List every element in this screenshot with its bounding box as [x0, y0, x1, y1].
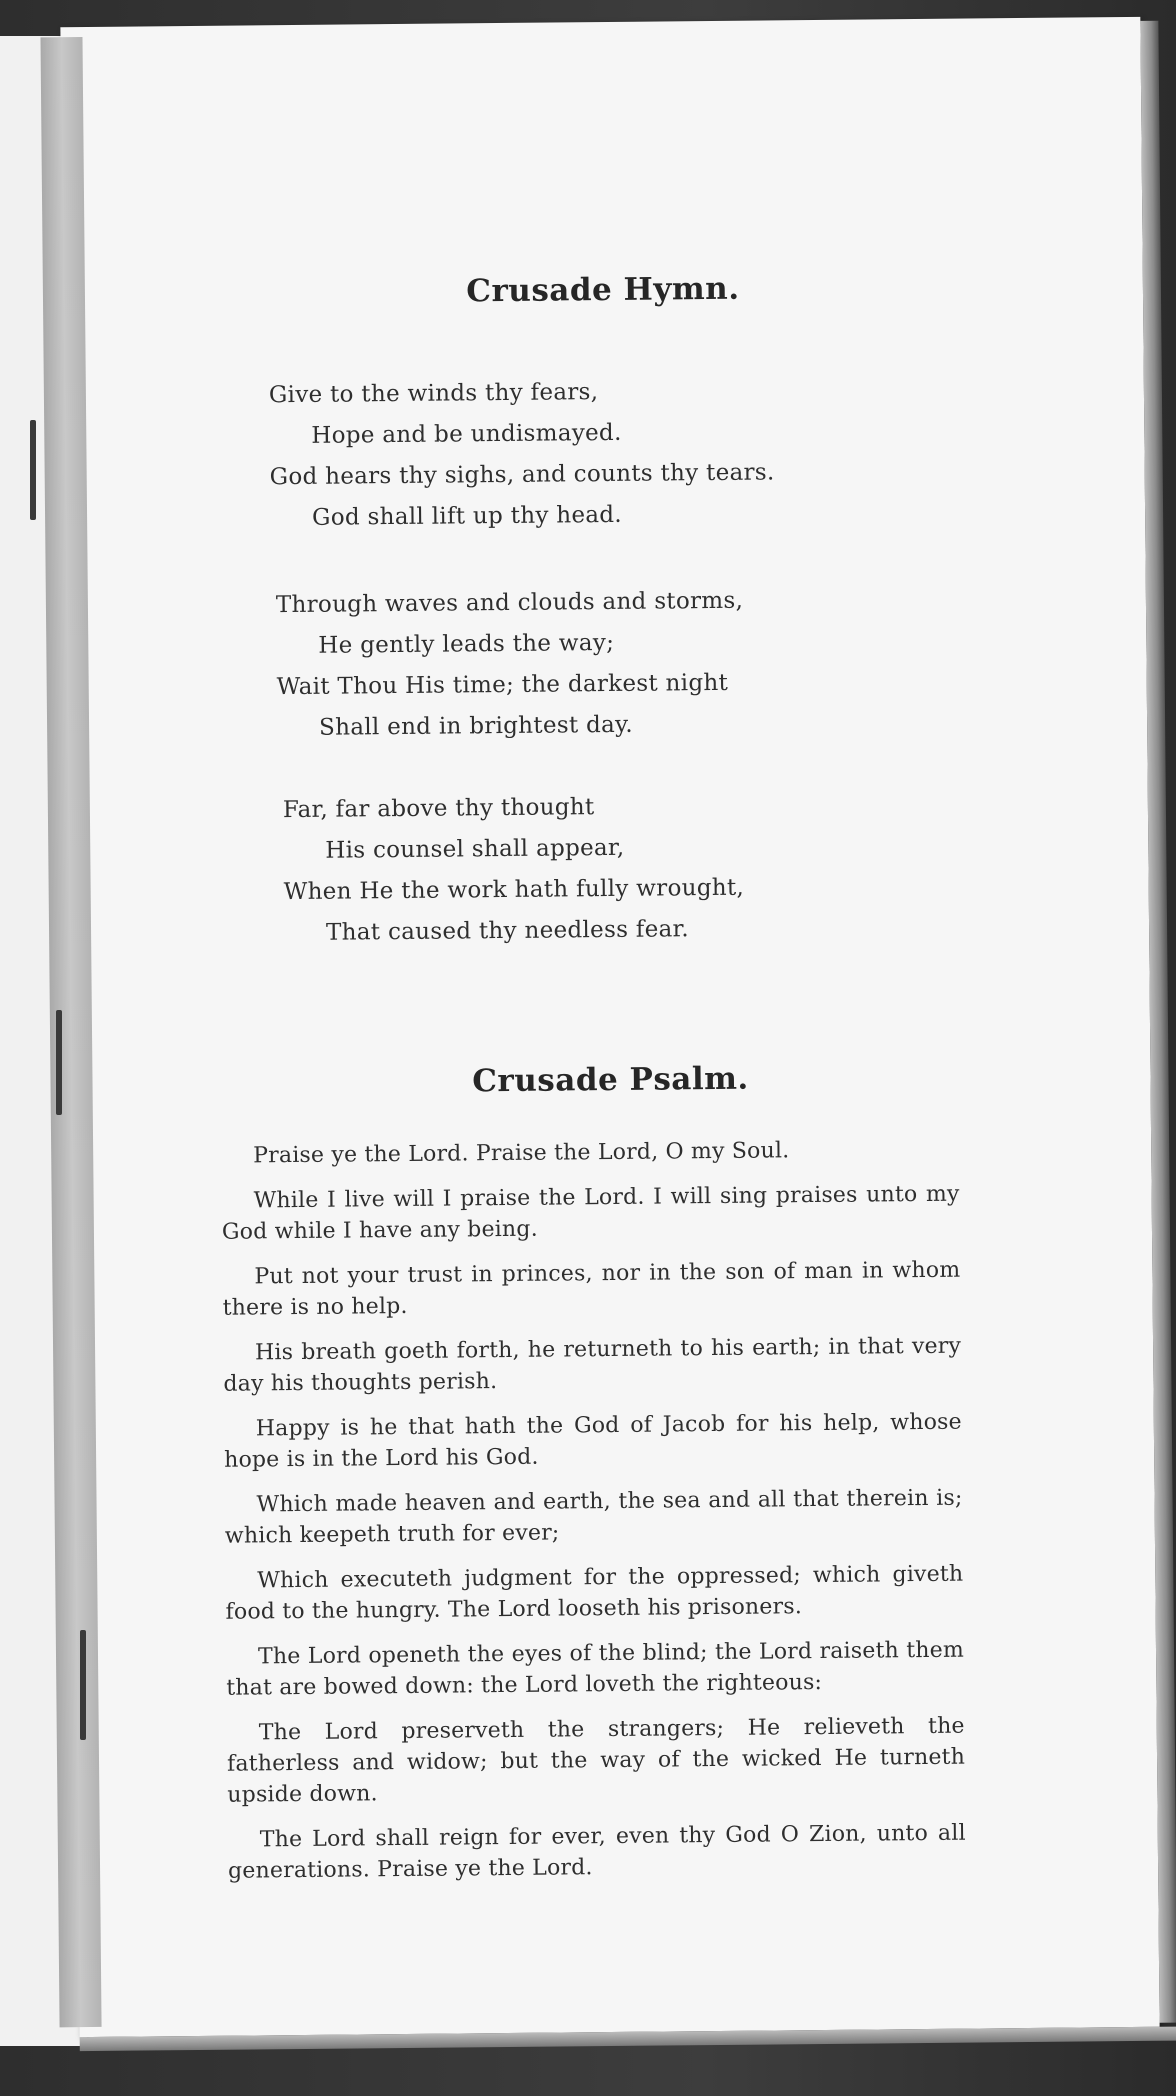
psalm-verse: While I live will I praise the Lord. I will sing praises unto my God while I have any being. — [221, 1181, 960, 1245]
page-content — [60, 17, 1159, 2037]
psalm-verse: Which executeth judgment for the oppressed; which giveth food to the hungry. The Lord looseth his prisoners. — [225, 1561, 964, 1625]
hymn-line: When He the work hath fully wrought, — [283, 874, 745, 906]
hymn-title: Crusade Hymn. — [466, 270, 740, 310]
hymn-line: God hears thy sighs, and counts thy tears. — [269, 459, 775, 491]
hymn-line: Far, far above thy thought — [282, 794, 595, 824]
psalm-verse: The Lord preserveth the strangers; He relieveth the fatherless and widow; but the way of the wicked He turneth upside down. — [226, 1713, 966, 1808]
psalm-body — [221, 1134, 966, 1901]
psalm-verse: Happy is he that hath the God of Jacob for his help, whose hope is in the Lord his God. — [224, 1409, 962, 1473]
psalm-verse: Which made heaven and earth, the sea and all that therein is; which keepeth truth for ever; — [224, 1485, 963, 1549]
hymn-line: His counsel shall appear, — [325, 834, 625, 864]
psalm-title: Crusade Psalm. — [472, 1060, 749, 1100]
hymn-line: Wait Thou His time; the darkest night — [276, 669, 729, 701]
hymn-line: Through waves and clouds and storms, — [275, 587, 744, 619]
hymn-stanza-3 — [68, 782, 1150, 956]
binding-staple — [56, 1010, 62, 1115]
psalm-verse: Put not your trust in princes, nor in the son of man in whom there is no help. — [222, 1257, 961, 1321]
hymn-stanza-2 — [66, 577, 1148, 751]
hymn-line: That caused thy needless fear. — [325, 916, 690, 946]
binding-staple — [80, 1630, 86, 1740]
hymn-line: Hope and be undismayed. — [311, 419, 622, 449]
hymn-line: Give to the winds thy fears, — [268, 379, 599, 409]
psalm-verse: The Lord shall reign for ever, even thy God O Zion, unto all generations. Praise ye the Lord. — [227, 1820, 966, 1884]
booklet-page — [60, 17, 1159, 2037]
binding-staple — [30, 420, 36, 520]
psalm-verse: Praise ye the Lord. Praise the Lord, O my Soul. — [253, 1138, 790, 1169]
psalm-verse: The Lord openeth the eyes of the blind; the Lord raiseth them that are bowed down: the Lord loveth the righteous: — [226, 1637, 965, 1701]
hymn-stanza-1 — [64, 367, 1146, 541]
hymn-line: God shall lift up thy head. — [311, 501, 623, 531]
psalm-verse: His breath goeth forth, he returneth to his earth; in that very day his thoughts perish. — [223, 1333, 962, 1397]
hymn-line: Shall end in brightest day. — [318, 711, 634, 741]
hymn-line: He gently leads the way; — [318, 629, 615, 659]
